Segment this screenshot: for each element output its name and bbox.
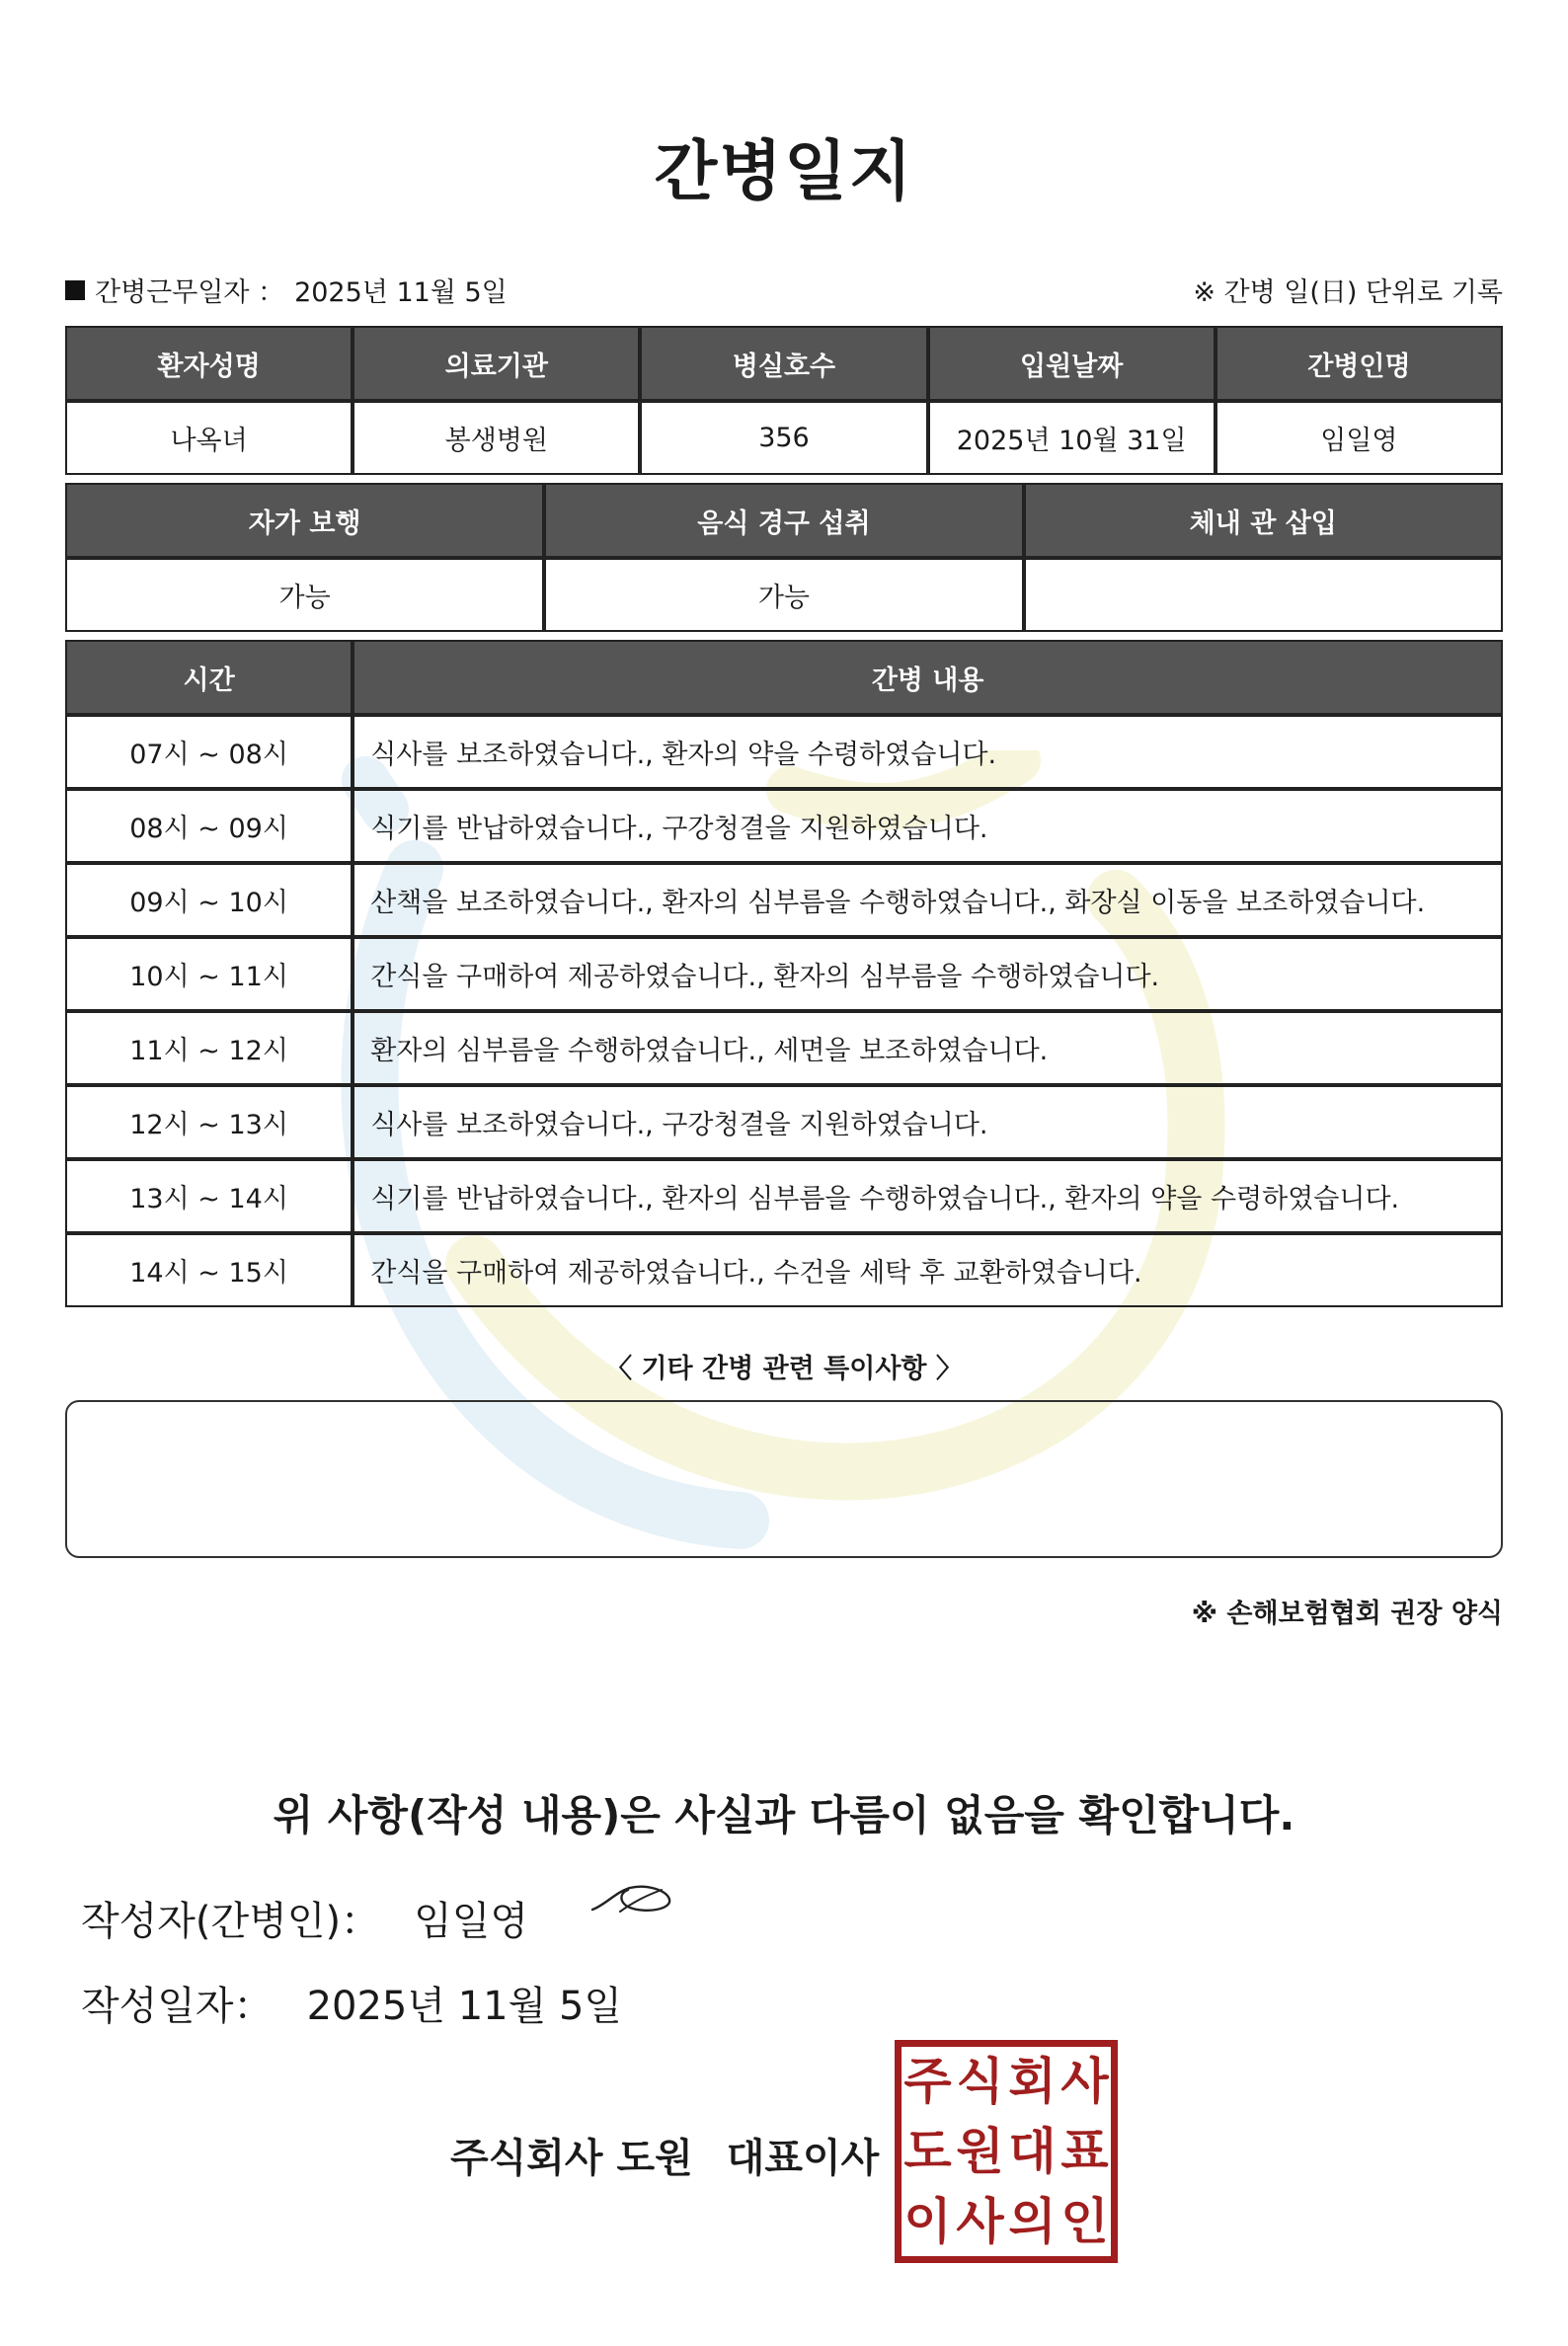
hospital-name: 봉생병원 [353, 401, 640, 475]
format-note: ※ 손해보험협회 권장 양식 [1191, 1599, 1503, 1629]
confirmation-statement: 위 사항(작성 내용)은 사실과 다름이 없음을 확인합니다. [273, 1791, 1295, 1839]
log-time: 08시 ~ 09시 [65, 789, 353, 863]
seal-char: 주 [903, 2053, 952, 2111]
log-content: 환자의 심부름을 수행하였습니다., 세면을 보조하였습니다. [353, 1011, 1503, 1085]
table-row [65, 715, 1503, 789]
log-content: 식사를 보조하였습니다., 구강청결을 지원하였습니다. [353, 1085, 1503, 1159]
table-row [65, 863, 1503, 937]
tube-insertion-status [1024, 558, 1503, 632]
remarks-box [65, 1400, 1503, 1558]
log-time: 07시 ~ 08시 [65, 715, 353, 789]
log-content: 식기를 반납하였습니다., 구강청결을 지원하였습니다. [353, 789, 1503, 863]
header-admission-date: 입원날짜 [928, 326, 1215, 401]
seal-char: 원 [956, 2122, 1004, 2180]
oral-intake-status: 가능 [544, 558, 1023, 632]
log-time: 12시 ~ 13시 [65, 1085, 353, 1159]
table-row [65, 1159, 1503, 1233]
log-time: 09시 ~ 10시 [65, 863, 353, 937]
seal-char: 표 [1060, 2122, 1109, 2180]
header-oral-intake: 음식 경구 섭취 [544, 483, 1023, 558]
log-content: 산책을 보조하였습니다., 환자의 심부름을 수행하였습니다., 화장실 이동을 보조하였습니다. [353, 863, 1503, 937]
table-row [65, 1011, 1503, 1085]
log-time: 13시 ~ 14시 [65, 1159, 353, 1233]
company-line [450, 2127, 879, 2183]
square-bullet-icon [65, 280, 85, 300]
handwritten-signature [590, 1880, 673, 1923]
patient-status-table [65, 483, 1503, 632]
seal-char: 대 [1008, 2122, 1057, 2180]
log-time: 14시 ~ 15시 [65, 1233, 353, 1307]
seal-char: 식 [956, 2053, 1004, 2111]
care-log-table [65, 640, 1503, 1307]
log-content: 간식을 구매하여 제공하였습니다., 환자의 심부름을 수행하였습니다. [353, 937, 1503, 1011]
work-date-value: 2025년 11월 5일 [294, 277, 508, 308]
table-row [65, 1085, 1503, 1159]
seal-char: 사 [1060, 2053, 1109, 2111]
seal-char: 의 [1008, 2192, 1057, 2250]
patient-info-table [65, 326, 1503, 475]
log-content: 식사를 보조하였습니다., 환자의 약을 수령하였습니다. [353, 715, 1503, 789]
header-room-number: 병실호수 [640, 326, 927, 401]
written-date-line [81, 1975, 622, 2031]
seal-char: 회 [1008, 2053, 1057, 2111]
work-date-label: 간병근무일자 ： [95, 277, 285, 308]
seal-char: 사 [956, 2192, 1004, 2250]
header-care-content: 간병 내용 [353, 640, 1503, 715]
patient-name: 나옥녀 [65, 401, 353, 475]
header-tube-insertion: 체내 관 삽입 [1024, 483, 1503, 558]
company-title: 대표이사 [726, 2136, 880, 2181]
writer-label: 작성자(간병인)： [81, 1899, 381, 1944]
company-name: 주식회사 도원 [450, 2136, 693, 2181]
header-walking: 자가 보행 [65, 483, 544, 558]
writer-line [81, 1890, 528, 1946]
log-content: 식기를 반납하였습니다., 환자의 심부름을 수행하였습니다., 환자의 약을 수령하였습니다. [353, 1159, 1503, 1233]
caregiver-name: 임일영 [1215, 401, 1503, 475]
unit-note: ※ 간병 일(日) 단위로 기록 [1193, 277, 1503, 308]
header-hospital: 의료기관 [353, 326, 640, 401]
seal-char: 도 [903, 2122, 952, 2180]
table-row [65, 1233, 1503, 1307]
room-number: 356 [640, 401, 927, 475]
remarks-title: 〈 기타 간병 관련 특이사항 〉 [605, 1354, 963, 1384]
writer-name: 임일영 [414, 1899, 528, 1944]
log-time: 10시 ~ 11시 [65, 937, 353, 1011]
log-time: 11시 ~ 12시 [65, 1011, 353, 1085]
date-label: 작성일자： [81, 1984, 274, 2029]
date-value: 2025년 11월 5일 [306, 1984, 623, 2029]
company-seal-stamp [895, 2040, 1118, 2263]
table-row [65, 937, 1503, 1011]
log-content: 간식을 구매하여 제공하였습니다., 수건을 세탁 후 교환하였습니다. [353, 1233, 1503, 1307]
walking-status: 가능 [65, 558, 544, 632]
admission-date: 2025년 10월 31일 [928, 401, 1215, 475]
table-row [65, 789, 1503, 863]
header-patient-name: 환자성명 [65, 326, 353, 401]
work-date-line [65, 271, 508, 309]
seal-char: 이 [903, 2192, 952, 2250]
header-time: 시간 [65, 640, 353, 715]
seal-char: 인 [1060, 2192, 1109, 2250]
document-title: 간병일지 [654, 133, 914, 209]
header-caregiver-name: 간병인명 [1215, 326, 1503, 401]
